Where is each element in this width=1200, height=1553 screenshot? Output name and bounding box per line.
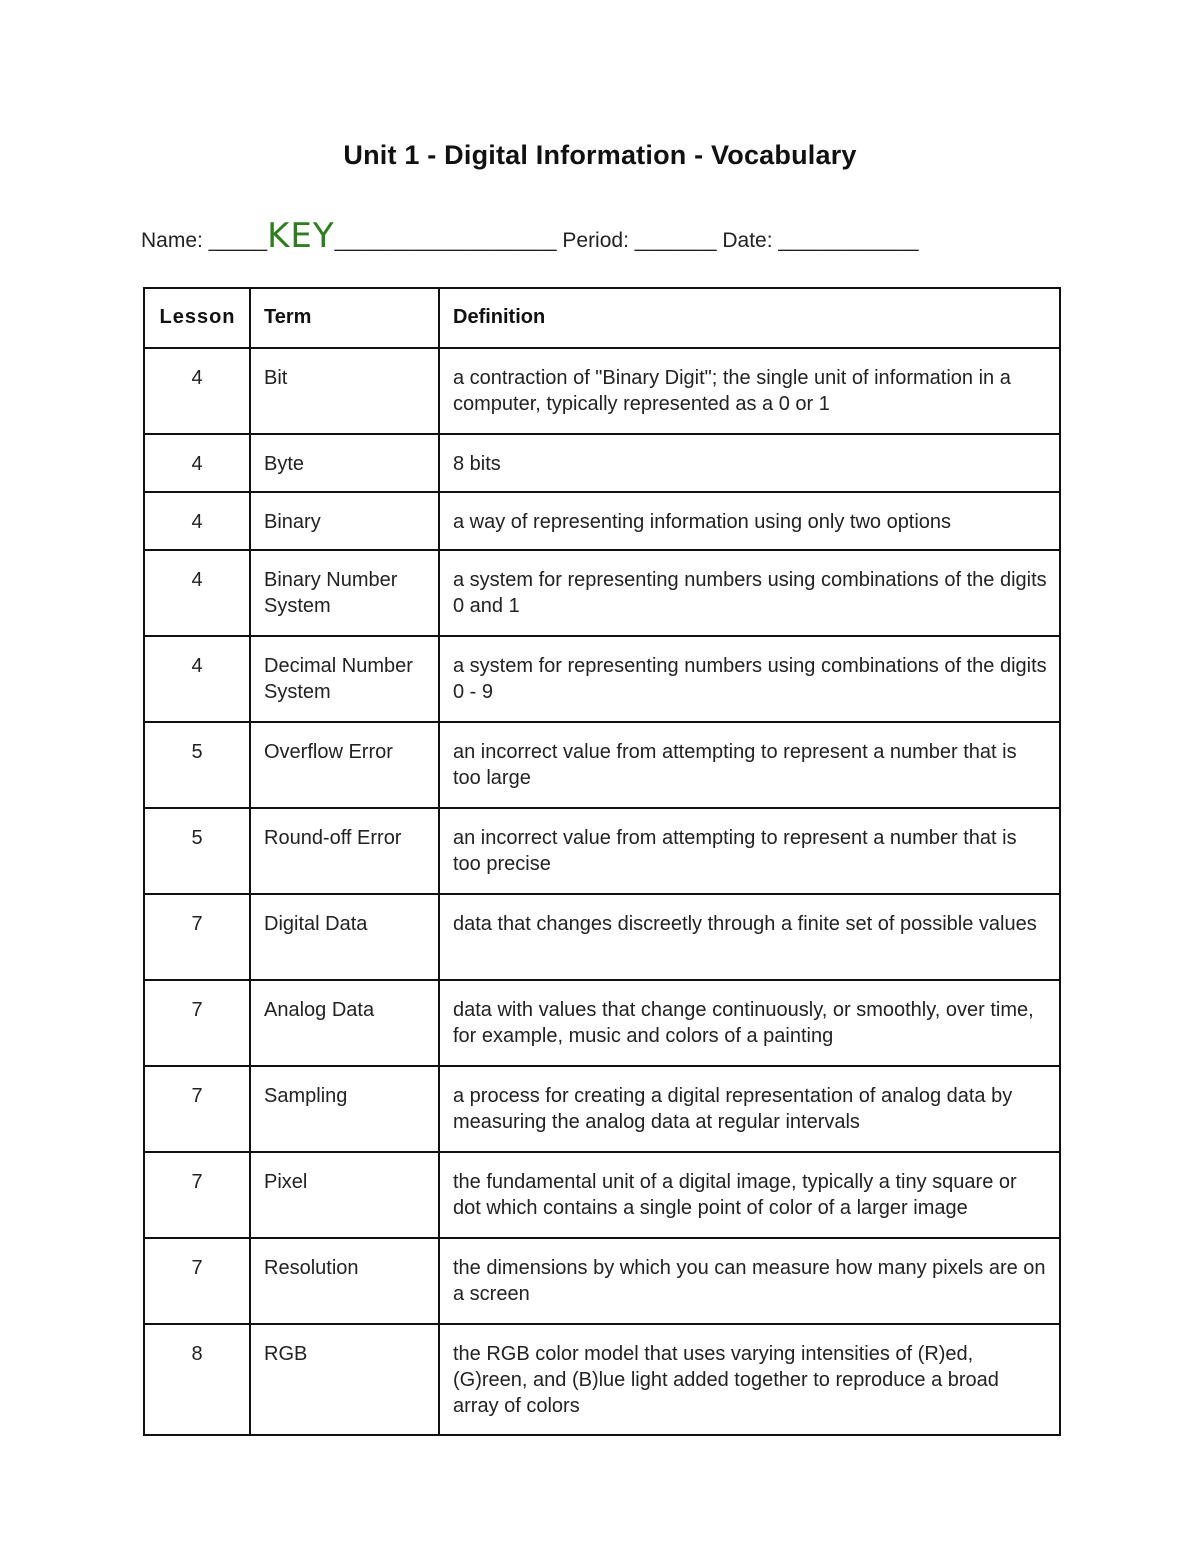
table-row [144,722,1060,808]
column-header-lesson: Lesson [144,288,250,348]
period-label: Period: [556,229,635,252]
table-header-row [144,288,1060,348]
table-row [144,550,1060,636]
definition-cell: data with values that change continuously, or smoothly, over time, for example, music and colors of a painting [439,980,1060,1066]
lesson-cell: 4 [144,492,250,550]
name-blank-before: _____ [208,229,268,252]
term-cell: Overflow Error [250,722,439,808]
definition-cell: the RGB color model that uses varying intensities of (R)ed, (G)reen, and (B)lue light added together to reproduce a broad array of colors [439,1324,1060,1435]
student-info-line [141,216,919,261]
term-cell: Sampling [250,1066,439,1152]
definition-cell: an incorrect value from attempting to represent a number that is too large [439,722,1060,808]
definition-cell: an incorrect value from attempting to represent a number that is too precise [439,808,1060,894]
table-row [144,1238,1060,1324]
name-label: Name: [141,229,209,252]
term-cell: Pixel [250,1152,439,1238]
table-row [144,434,1060,492]
table-row [144,808,1060,894]
term-cell: Byte [250,434,439,492]
lesson-cell: 7 [144,1238,250,1324]
table-row [144,894,1060,980]
page-title: Unit 1 - Digital Information - Vocabulary [343,140,857,170]
definition-cell: a system for representing numbers using combinations of the digits 0 - 9 [439,636,1060,722]
table-row [144,492,1060,550]
table-row [144,1152,1060,1238]
lesson-cell: 7 [144,1066,250,1152]
term-cell: RGB [250,1324,439,1435]
date-blank: ____________ [778,229,919,252]
term-cell: Binary [250,492,439,550]
lesson-cell: 5 [144,722,250,808]
definition-cell: a way of representing information using only two options [439,492,1060,550]
definition-cell: 8 bits [439,434,1060,492]
lesson-cell: 4 [144,348,250,434]
term-cell: Digital Data [250,894,439,980]
term-cell: Round-off Error [250,808,439,894]
table-row [144,980,1060,1066]
column-header-definition: Definition [439,288,1060,348]
definition-cell: the fundamental unit of a digital image, typically a tiny square or dot which contains a single point of color of a larger image [439,1152,1060,1238]
vocabulary-table [143,287,1061,1436]
definition-cell: data that changes discreetly through a finite set of possible values [439,894,1060,980]
term-cell: Analog Data [250,980,439,1066]
definition-cell: a process for creating a digital representation of analog data by measuring the analog data at regular intervals [439,1066,1060,1152]
definition-cell: a contraction of "Binary Digit"; the single unit of information in a computer, typically represented as a 0 or 1 [439,348,1060,434]
table-row [144,1066,1060,1152]
lesson-cell: 4 [144,636,250,722]
date-label: Date: [716,229,779,252]
term-cell: Bit [250,348,439,434]
definition-cell: the dimensions by which you can measure how many pixels are on a screen [439,1238,1060,1324]
lesson-cell: 4 [144,434,250,492]
lesson-cell: 7 [144,980,250,1066]
term-cell: Binary Number System [250,550,439,636]
column-header-term: Term [250,288,439,348]
name-blank-after: ___________________ [334,229,557,252]
lesson-cell: 7 [144,894,250,980]
term-cell: Resolution [250,1238,439,1324]
period-blank: _______ [634,229,717,252]
table-row [144,636,1060,722]
lesson-cell: 5 [144,808,250,894]
lesson-cell: 4 [144,550,250,636]
name-value-key: KEY [267,216,335,256]
definition-cell: a system for representing numbers using combinations of the digits 0 and 1 [439,550,1060,636]
table-row [144,1324,1060,1435]
lesson-cell: 8 [144,1324,250,1435]
term-cell: Decimal Number System [250,636,439,722]
table-row [144,348,1060,434]
lesson-cell: 7 [144,1152,250,1238]
